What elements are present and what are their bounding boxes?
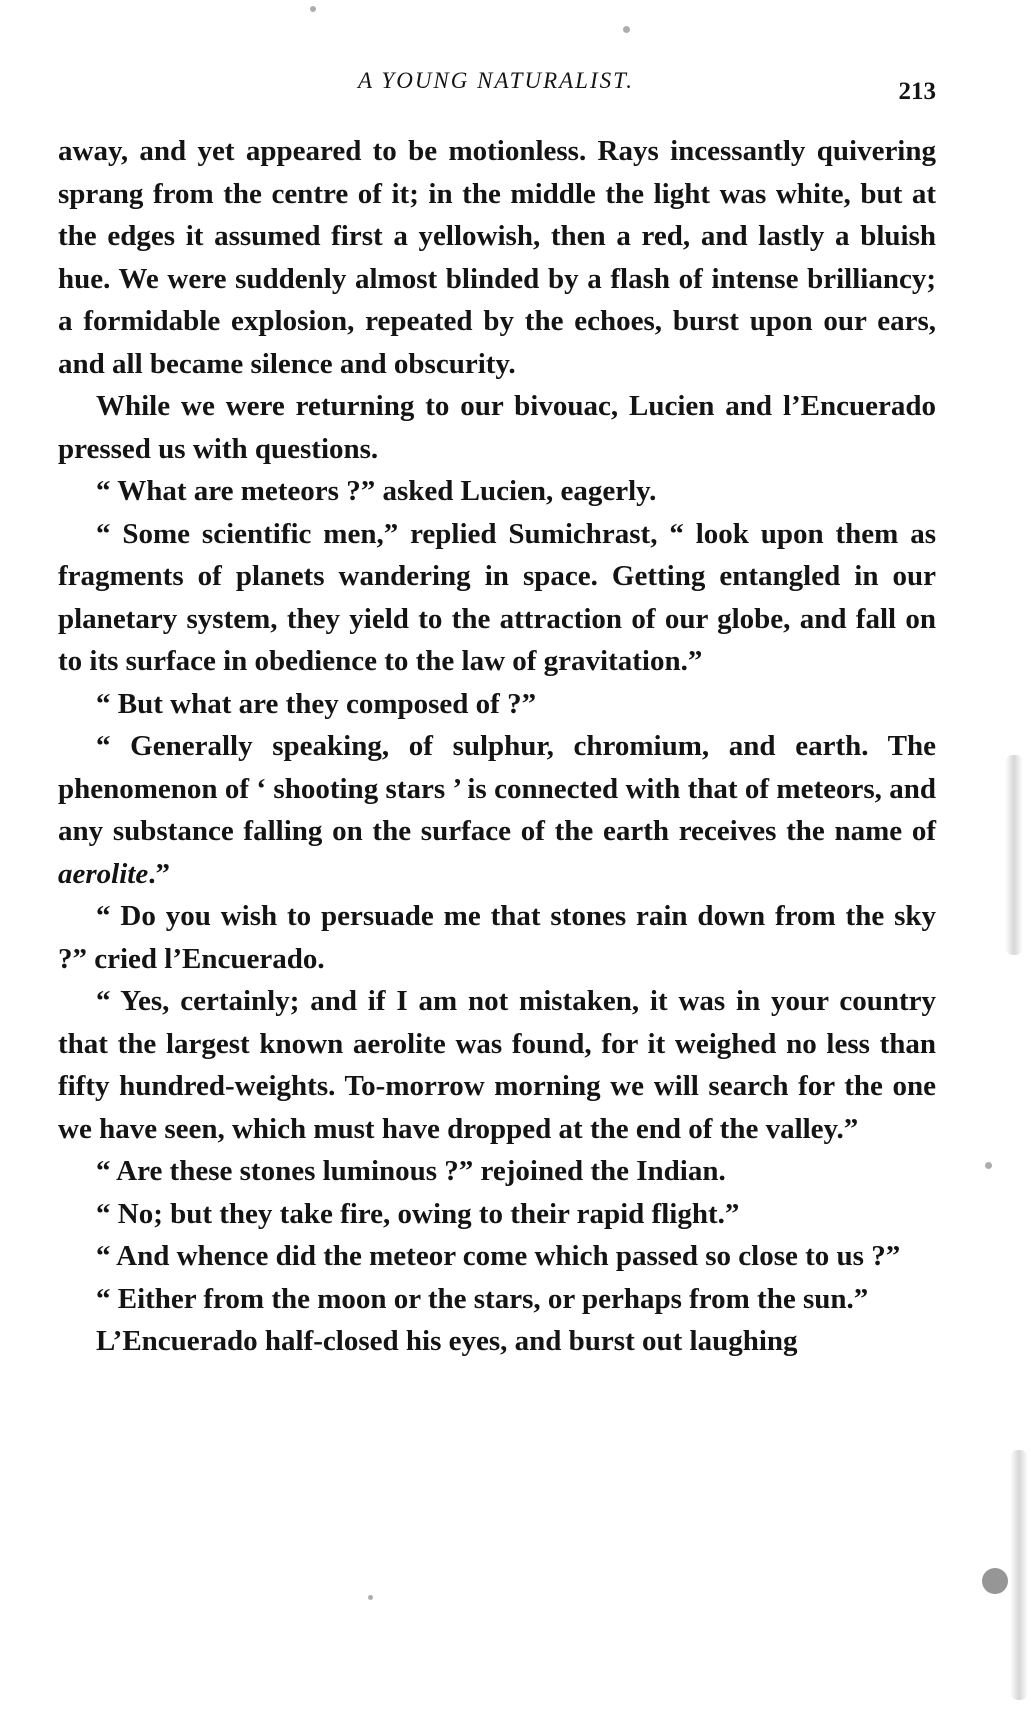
paragraph: “ Some scientific men,” replied Sumichrast, “ look upon them as fragments of planets wandering in space. Getting entangled in our planetary system, they yield to the attraction of our globe, and fall on to its surface in obedience to the law of gravitation.”: [58, 517, 936, 677]
paragraph: “ Are these stones luminous ?” rejoined the Indian.: [96, 1155, 726, 1187]
paragraph-continued: away, and yet appeared to be motionless. Rays incessantly quivering sprang from the centre of it; in the middle the light was white, but at the edges it assumed first a yellowish, then a red, and lastly a bluish hue. We were suddenly almost blinded by a flash of intense brilliancy; a formidable explosion, repeated by the echoes, burst upon our ears, and all became silence and obscurity.: [58, 135, 936, 380]
paragraph-text: “ Generally speaking, of sulphur, chromium, and earth. The phenomenon of ‘ shooting stars ’ is connected with that of meteors, and any substance falling on the surface of the earth receives the name of: [58, 730, 936, 847]
scan-speck: [368, 1595, 373, 1600]
paragraph: L’Encuerado half-closed his eyes, and burst out laughing: [96, 1325, 798, 1357]
scan-edge-shadow: [1005, 755, 1023, 955]
scan-speck: [985, 1162, 992, 1169]
paragraph: While we were returning to our bivouac, Lucien and l’Encuerado pressed us with questions.: [58, 390, 936, 465]
paragraph-text: .”: [148, 857, 170, 890]
paragraph: “ Either from the moon or the stars, or perhaps from the sun.”: [96, 1282, 869, 1315]
paragraph: “ But what are they composed of ?”: [96, 687, 537, 720]
scan-edge-shadow: [1010, 1450, 1028, 1700]
running-title: A YOUNG NATURALIST.: [358, 68, 634, 93]
body-text: [58, 130, 936, 1363]
paragraph-aerolite: [58, 725, 936, 895]
paragraph: “ What are meteors ?” asked Lucien, eagerly.: [96, 475, 657, 507]
paragraph: “ No; but they take fire, owing to their rapid flight.”: [96, 1197, 740, 1230]
scan-speck: [982, 1568, 1008, 1594]
scan-speck: [310, 6, 316, 12]
paragraph: “ Do you wish to persuade me that stones rain down from the sky ?” cried l’Encuerado.: [58, 900, 936, 975]
paragraph: “ Yes, certainly; and if I am not mistaken, it was in your country that the largest known aerolite was found, for it weighed no less than fifty hundred-weights. To-morrow morning we will search for the one we have seen, which must have dropped at the end of the valley.”: [58, 985, 936, 1145]
scan-speck: [623, 26, 630, 33]
paragraph: “ And whence did the meteor come which passed so close to us ?”: [96, 1240, 901, 1272]
page-number: 213: [898, 78, 936, 105]
italic-term: aerolite: [58, 857, 149, 890]
running-head: [56, 66, 936, 106]
